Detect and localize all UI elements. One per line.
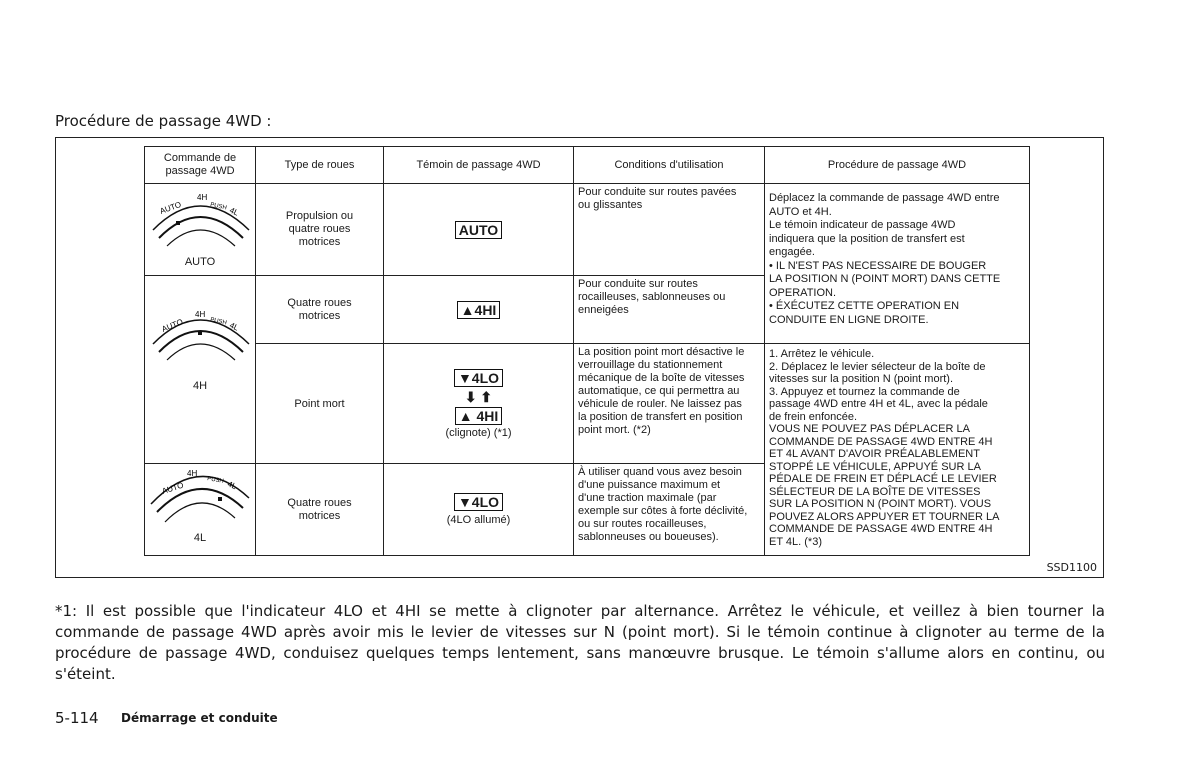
svg-text:AUTO: AUTO — [160, 317, 185, 334]
indicator-4hi: ▲ 4HI — [455, 407, 503, 425]
alternating-arrows: ⬇ ⬆ — [464, 388, 493, 405]
svg-text:4H: 4H — [187, 469, 198, 478]
conditions-cell: La position point mort désactive le verrouillage du stationnement mécanique de la boîte de vitesses automatique, ce qui permettra au véhicule de rouler. Ne laissez pas la position de transfert en position point mort. (*2) — [574, 344, 765, 464]
dial-auto-label: AUTO — [158, 199, 183, 216]
header-indicator: Témoin de passage 4WD — [384, 147, 574, 184]
header-conditions: Conditions d'utilisation — [574, 147, 765, 184]
wheels-cell: Quatre roues motrices — [256, 276, 384, 344]
indicator-neutral-cell — [384, 344, 574, 464]
indicator-4lo: ▼4LO — [454, 369, 503, 387]
dial-push-label: PUSH — [209, 202, 228, 212]
procedure-figure — [55, 137, 1104, 578]
dial-4h-label: 4H — [197, 193, 208, 202]
indicator-auto: AUTO — [455, 221, 502, 239]
header-procedure: Procédure de passage 4WD — [765, 147, 1030, 184]
table-row — [145, 184, 1030, 276]
procedure-table — [144, 146, 1030, 556]
dial-4l-label: 4L — [228, 205, 241, 218]
procedure-cell-4h-4l: 1. Arrêtez le véhicule. 2. Déplacez le levier sélecteur de la boîte de vitesses sur la position N (point mort). 3. Appuyez et tournez la commande de passage 4WD entre 4H et 4L, avec la pédale de frein enfoncée. VOUS NE POUVEZ PAS DÉPLACER LA COMMANDE DE PASSAGE 4WD ENTRE 4H ET 4L AVANT D'AVOIR PRÉALABLEMENT STOPPÉ LE VÉHICULE, APPUYÉ SUR LA PÉDALE DE FREIN ET DÉPLACÉ LE LEVIER SÉLECTEUR DE LA BOÎTE DE VITESSES SUR LA POSITION N (POINT MORT). VOUS POUVEZ ALORS APPUYER ET TOURNER LA COMMANDE DE PASSAGE 4WD ENTRE 4H ET 4L. (*3) — [765, 344, 1030, 556]
svg-text:PUSH: PUSH — [209, 317, 228, 327]
svg-text:PUSH: PUSH — [206, 476, 225, 485]
wheels-cell: Quatre roues motrices — [256, 464, 384, 556]
page-number: 5-114 — [55, 709, 99, 727]
indicator-note: (4LO allumé) — [446, 514, 511, 526]
selector-dial-4h — [145, 276, 256, 396]
svg-text:4L: 4L — [226, 479, 238, 492]
selector-label-4h: 4H — [192, 380, 208, 392]
indicator-auto-cell — [384, 184, 574, 276]
indicator-4lo-cell — [384, 464, 574, 556]
selector-4h-cell — [145, 276, 256, 464]
footnote-1: *1: Il est possible que l'indicateur 4LO et 4HI se mette à clignoter par alternance. Arrêtez le véhicule, et veillez à bien tourner la commande de passage 4WD après avoir mis le levier de vitesses sur N (point mort). Si le témoin continue à clignoter au terme de la procédure de passage 4WD, conduisez quelques temps lentement, sans manœuvre brusque. Le témoin s'allume alors en continu, ou s'éteint. — [55, 602, 1105, 683]
svg-text:AUTO: AUTO — [160, 480, 185, 496]
wheels-cell: Point mort — [256, 344, 384, 464]
svg-text:4L: 4L — [228, 320, 241, 333]
indicator-4hi-cell — [384, 276, 574, 344]
table-header-row — [145, 147, 1030, 184]
svg-text:4H: 4H — [195, 310, 206, 319]
figure-code: SSD1100 — [1046, 561, 1097, 574]
indicator-4lo: ▼4LO — [454, 493, 503, 511]
table-row — [145, 344, 1030, 464]
procedure-cell-auto-4h: Déplacez la commande de passage 4WD entre AUTO et 4H. Le témoin indicateur de passage 4WD indiquera que la position de transfert est engagée. • IL N'EST PAS NECESSAIRE DE BOUGER LA POSITION N (POINT MORT) DANS CETTE OPERATION. • ÉXÉCUTEZ CETTE OPERATION EN CONDUITE EN LIGNE DROITE. — [765, 184, 1030, 344]
conditions-cell: Pour conduite sur routes rocailleuses, sablonneuses ou enneigées — [574, 276, 765, 344]
section-title: Démarrage et conduite — [121, 711, 278, 725]
conditions-cell: À utiliser quand vous avez besoin d'une puissance maximum et d'une traction maximale (par exemple sur côtes à forte déclivité, ou sur routes rocailleuses, sablonneuses ou boueuses). — [574, 464, 765, 556]
selector-label-auto: AUTO — [184, 256, 216, 268]
conditions-cell: Pour conduite sur routes pavées ou glissantes — [574, 184, 765, 276]
selector-label-4l: 4L — [193, 532, 207, 544]
indicator-note: (clignote) (*1) — [445, 426, 512, 439]
section-heading: Procédure de passage 4WD : — [55, 112, 272, 130]
indicator-4hi: ▲4HI — [457, 301, 501, 319]
header-selector: Commande de passage 4WD — [145, 147, 256, 184]
wheels-cell: Propulsion ou quatre roues motrices — [256, 184, 384, 276]
selector-4l-cell — [145, 464, 256, 556]
selector-auto-cell — [145, 184, 256, 276]
header-wheels: Type de roues — [256, 147, 384, 184]
